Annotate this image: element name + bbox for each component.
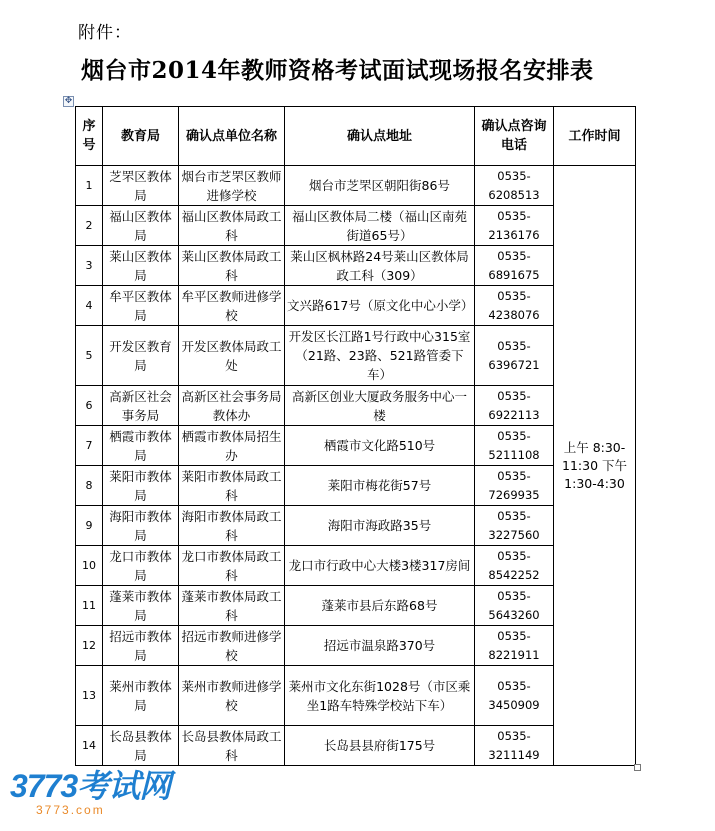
cell-unit: 龙口市教体局政工科 bbox=[179, 546, 285, 586]
cell-address: 栖霞市文化路510号 bbox=[285, 426, 475, 466]
cell-phone: 0535-2136176 bbox=[475, 206, 554, 246]
cell-phone: 0535-3211149 bbox=[475, 726, 554, 766]
cell-bureau: 莱山区教体局 bbox=[103, 246, 179, 286]
col-header-phone: 确认点咨询电话 bbox=[475, 107, 554, 166]
cell-no: 4 bbox=[76, 286, 103, 326]
cell-phone: 0535-6922113 bbox=[475, 386, 554, 426]
table-row bbox=[76, 286, 636, 326]
cell-bureau: 福山区教体局 bbox=[103, 206, 179, 246]
table-row bbox=[76, 246, 636, 286]
page-title: 烟台市2014年教师资格考试面试现场报名安排表 bbox=[81, 57, 594, 84]
cell-unit: 莱山区教体局政工科 bbox=[179, 246, 285, 286]
cell-bureau: 海阳市教体局 bbox=[103, 506, 179, 546]
cell-no: 7 bbox=[76, 426, 103, 466]
table-row bbox=[76, 466, 636, 506]
cell-unit: 开发区教体局政工处 bbox=[179, 326, 285, 386]
cell-phone: 0535-7269935 bbox=[475, 466, 554, 506]
cell-no: 10 bbox=[76, 546, 103, 586]
cell-unit: 高新区社会事务局教体办 bbox=[179, 386, 285, 426]
cell-unit: 招远市教师进修学校 bbox=[179, 626, 285, 666]
cell-unit: 栖霞市教体局招生办 bbox=[179, 426, 285, 466]
cell-no: 13 bbox=[76, 666, 103, 726]
cell-address: 蓬莱市县后东路68号 bbox=[285, 586, 475, 626]
cell-bureau: 牟平区教体局 bbox=[103, 286, 179, 326]
col-header-unit: 确认点单位名称 bbox=[179, 107, 285, 166]
cell-unit: 海阳市教体局政工科 bbox=[179, 506, 285, 546]
watermark-main: 3773考试网 bbox=[10, 768, 171, 804]
cell-bureau: 蓬莱市教体局 bbox=[103, 586, 179, 626]
cell-bureau: 莱阳市教体局 bbox=[103, 466, 179, 506]
cell-unit: 牟平区教师进修学校 bbox=[179, 286, 285, 326]
table-row bbox=[76, 726, 636, 766]
cell-address: 福山区教体局二楼（福山区南苑街道65号） bbox=[285, 206, 475, 246]
cell-no: 2 bbox=[76, 206, 103, 246]
cell-bureau: 芝罘区教体局 bbox=[103, 166, 179, 206]
cell-phone: 0535-3450909 bbox=[475, 666, 554, 726]
cell-phone: 0535-4238076 bbox=[475, 286, 554, 326]
cell-no: 14 bbox=[76, 726, 103, 766]
cell-phone: 0535-5643260 bbox=[475, 586, 554, 626]
table-resize-handle[interactable] bbox=[634, 764, 641, 771]
cell-unit: 长岛县教体局政工科 bbox=[179, 726, 285, 766]
cell-address: 海阳市海政路35号 bbox=[285, 506, 475, 546]
schedule-table bbox=[75, 106, 636, 766]
col-header-time: 工作时间 bbox=[554, 107, 636, 166]
cell-address: 龙口市行政中心大楼3楼317房间 bbox=[285, 546, 475, 586]
cell-address: 长岛县县府街175号 bbox=[285, 726, 475, 766]
table-move-handle-icon[interactable]: ✥ bbox=[64, 96, 73, 106]
table-header-row bbox=[76, 107, 636, 166]
cell-address: 招远市温泉路370号 bbox=[285, 626, 475, 666]
table-row bbox=[76, 546, 636, 586]
table-row bbox=[76, 386, 636, 426]
cell-bureau: 招远市教体局 bbox=[103, 626, 179, 666]
cell-phone: 0535-3227560 bbox=[475, 506, 554, 546]
cell-bureau: 高新区社会事务局 bbox=[103, 386, 179, 426]
cell-no: 8 bbox=[76, 466, 103, 506]
cell-work-time: 上午 8:30-11:30 下午 1:30-4:30 bbox=[554, 166, 636, 766]
cell-bureau: 长岛县教体局 bbox=[103, 726, 179, 766]
cell-unit: 莱州市教师进修学校 bbox=[179, 666, 285, 726]
table-row bbox=[76, 506, 636, 546]
cell-no: 11 bbox=[76, 586, 103, 626]
cell-address: 烟台市芝罘区朝阳街86号 bbox=[285, 166, 475, 206]
table-row bbox=[76, 326, 636, 386]
cell-bureau: 莱州市教体局 bbox=[103, 666, 179, 726]
table-row bbox=[76, 426, 636, 466]
table-row bbox=[76, 586, 636, 626]
cell-phone: 0535-6208513 bbox=[475, 166, 554, 206]
table-row bbox=[76, 166, 636, 206]
attachment-label: 附件： bbox=[78, 23, 132, 43]
table-row bbox=[76, 626, 636, 666]
col-header-no: 序号 bbox=[76, 107, 103, 166]
cell-address: 文兴路617号（原文化中心小学） bbox=[285, 286, 475, 326]
cell-address: 高新区创业大厦政务服务中心一楼 bbox=[285, 386, 475, 426]
watermark-sub: 3773.com bbox=[36, 803, 105, 817]
cell-address: 开发区长江路1号行政中心315室（21路、23路、521路管委下车） bbox=[285, 326, 475, 386]
cell-no: 9 bbox=[76, 506, 103, 546]
table-row bbox=[76, 206, 636, 246]
cell-unit: 莱阳市教体局政工科 bbox=[179, 466, 285, 506]
cell-no: 6 bbox=[76, 386, 103, 426]
cell-bureau: 开发区教育局 bbox=[103, 326, 179, 386]
cell-unit: 烟台市芝罘区教师进修学校 bbox=[179, 166, 285, 206]
cell-phone: 0535-6396721 bbox=[475, 326, 554, 386]
cell-phone: 0535-6891675 bbox=[475, 246, 554, 286]
cell-no: 3 bbox=[76, 246, 103, 286]
table-row bbox=[76, 666, 636, 726]
cell-address: 莱阳市梅花街57号 bbox=[285, 466, 475, 506]
cell-bureau: 栖霞市教体局 bbox=[103, 426, 179, 466]
cell-phone: 0535-8221911 bbox=[475, 626, 554, 666]
cell-no: 5 bbox=[76, 326, 103, 386]
cell-phone: 0535-8542252 bbox=[475, 546, 554, 586]
col-header-address: 确认点地址 bbox=[285, 107, 475, 166]
cell-no: 1 bbox=[76, 166, 103, 206]
cell-address: 莱州市文化东街1028号（市区乘坐1路车特殊学校站下车） bbox=[285, 666, 475, 726]
cell-unit: 蓬莱市教体局政工科 bbox=[179, 586, 285, 626]
cell-unit: 福山区教体局政工科 bbox=[179, 206, 285, 246]
col-header-bureau: 教育局 bbox=[103, 107, 179, 166]
cell-bureau: 龙口市教体局 bbox=[103, 546, 179, 586]
cell-no: 12 bbox=[76, 626, 103, 666]
watermark-logo bbox=[10, 769, 170, 817]
cell-address: 莱山区枫林路24号莱山区教体局政工科（309） bbox=[285, 246, 475, 286]
cell-phone: 0535-5211108 bbox=[475, 426, 554, 466]
